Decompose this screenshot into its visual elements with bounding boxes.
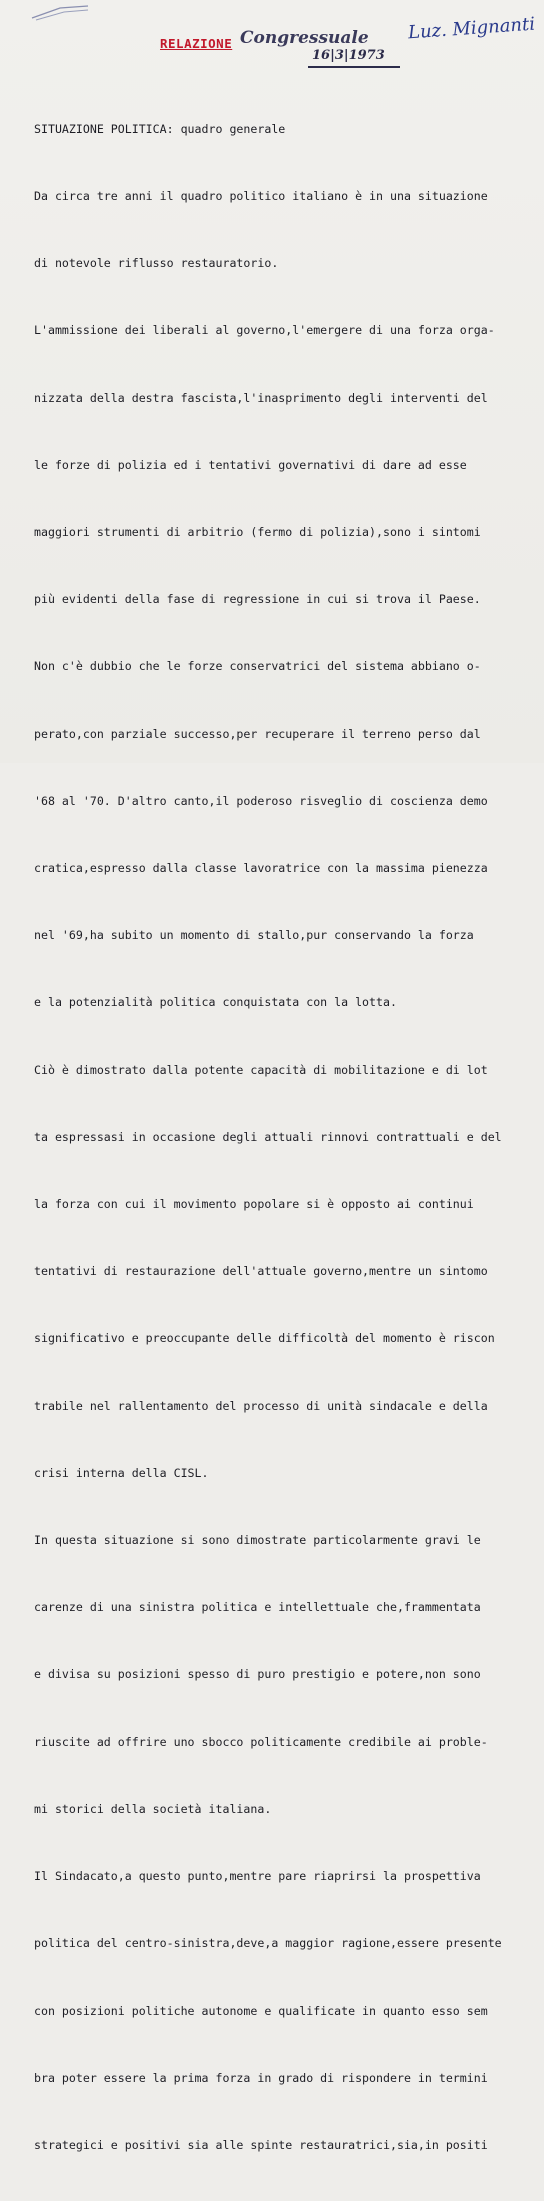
handwritten-signature: Luz. Mignanti xyxy=(407,13,536,44)
text-line: le forze di polizia ed i tentativi governativi di dare ad esse xyxy=(34,457,467,472)
section-heading: SITUAZIONE POLITICA: quadro generale xyxy=(34,121,286,136)
text-line: la forza con cui il movimento popolare si è opposto ai continui xyxy=(34,1197,474,1212)
text-line: strategici e positivi sia alle spinte restauratrici,sia,in positi xyxy=(34,2137,488,2152)
handwritten-date: 16|3|1973 xyxy=(312,48,385,63)
text-line: In questa situazione si sono dimostrate particolarmente gravi le xyxy=(34,1533,481,1548)
text-line: cratica,espresso dalla classe lavoratrice con la massima pienezza xyxy=(34,861,488,876)
text-line: mi storici della società italiana. xyxy=(34,1801,272,1816)
text-line: con posizioni politiche autonome e qualificate in quanto esso sem xyxy=(34,2003,488,2018)
text-line: politica del centro-sinistra,deve,a maggior ragione,essere presente xyxy=(34,1936,502,1951)
text-line: riuscite ad offrire uno sbocco politicamente credibile ai proble- xyxy=(34,1734,488,1749)
text-line: Ciò è dimostrato dalla potente capacità di mobilitazione e di lot xyxy=(34,1062,488,1077)
text-line: tentativi di restaurazione dell'attuale governo,mentre un sintomo xyxy=(34,1264,488,1279)
text-line: '68 al '70. D'altro canto,il poderoso risveglio di coscienza demo xyxy=(34,793,488,808)
text-line: significativo e preoccupante delle difficoltà del momento è riscon xyxy=(34,1331,495,1346)
text-line: di notevole riflusso restauratorio. xyxy=(34,256,279,271)
text-line: trabile nel rallentamento del processo di unità sindacale e della xyxy=(34,1398,488,1413)
text-line: ta espressasi in occasione degli attuali rinnovi contrattuali e del xyxy=(34,1129,502,1144)
text-line: nel '69,ha subito un momento di stallo,pur conservando la forza xyxy=(34,928,474,943)
text-line: Non c'è dubbio che le forze conservatrici del sistema abbiano o- xyxy=(34,659,481,674)
text-line: più evidenti della fase di regressione in cui si trova il Paese. xyxy=(34,592,481,607)
text-line: nizzata della destra fascista,l'inasprimento degli interventi del xyxy=(34,390,488,405)
pen-scribble-mark xyxy=(30,2,90,24)
text-line: perato,con parziale successo,per recuperare il terreno perso dal xyxy=(34,726,481,741)
document-title xyxy=(160,28,420,68)
date-underline xyxy=(308,66,400,68)
text-line: Il Sindacato,a questo punto,mentre pare riaprirsi la prospettiva xyxy=(34,1869,481,1884)
text-line: L'ammissione dei liberali al governo,l'emergere di una forza orga- xyxy=(34,323,495,338)
text-line: crisi interna della CISL. xyxy=(34,1465,209,1480)
title-handwritten: Congressuale xyxy=(240,28,369,48)
title-typed-label: RELAZIONE xyxy=(160,36,233,51)
document-body xyxy=(34,73,534,2201)
text-line: e divisa su posizioni spesso di puro prestigio e potere,non sono xyxy=(34,1667,481,1682)
text-line: bra poter essere la prima forza in grado di rispondere in termini xyxy=(34,2070,488,2085)
text-line: maggiori strumenti di arbitrio (fermo di polizia),sono i sintomi xyxy=(34,525,481,540)
text-line: carenze di una sinistra politica e intellettuale che,frammentata xyxy=(34,1600,481,1615)
text-line: e la potenzialità politica conquistata con la lotta. xyxy=(34,995,397,1010)
text-line: Da circa tre anni il quadro politico italiano è in una situazione xyxy=(34,189,488,204)
